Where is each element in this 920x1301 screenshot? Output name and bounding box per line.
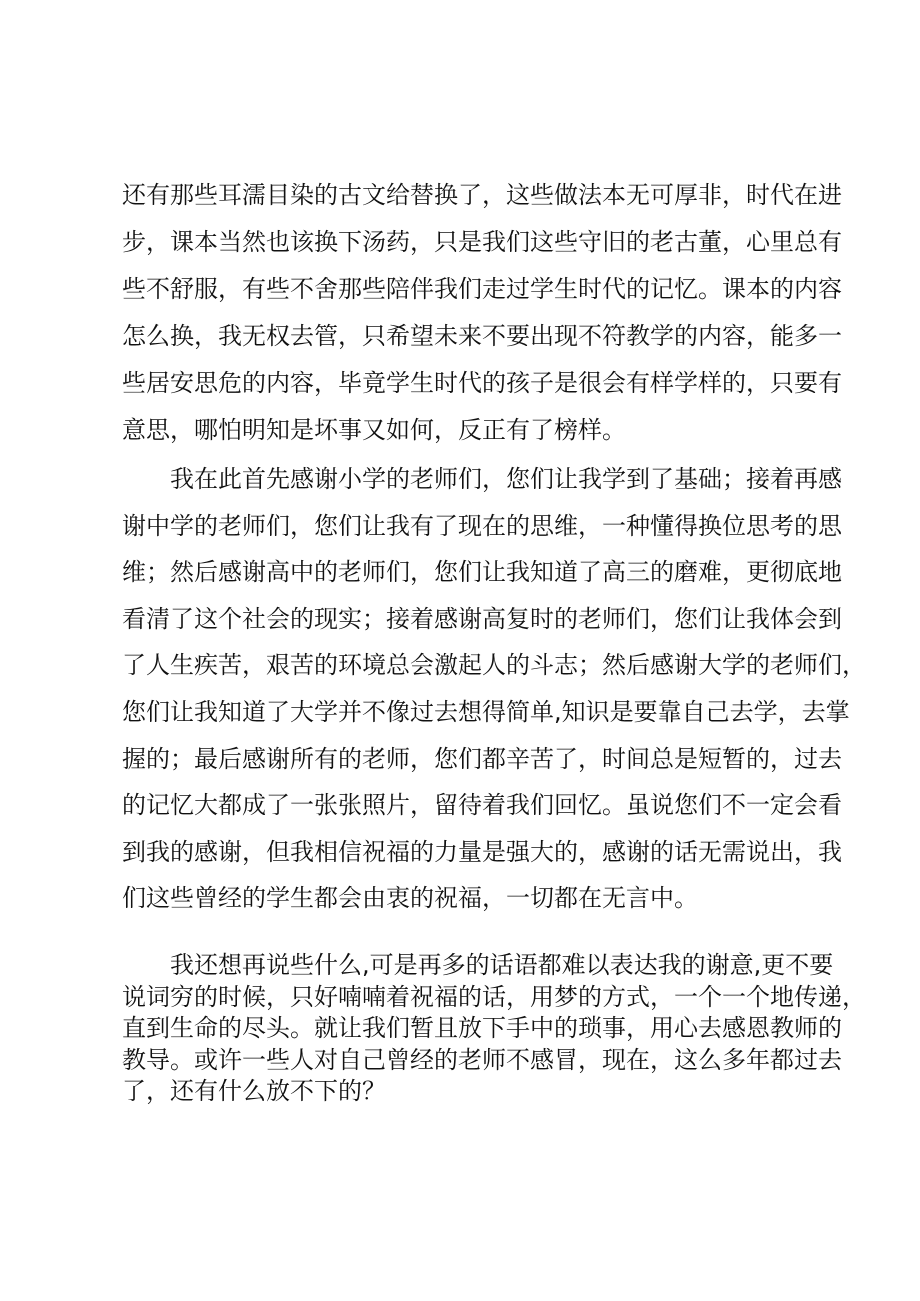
text-line: 们这些曾经的学生都会由衷的祝福，一切都在无言中。 <box>122 884 698 913</box>
text-line: 些不舒服，有些不舍那些陪伴我们走过学生时代的记忆。课本的内容 <box>122 275 842 303</box>
text-line: 了，还有什么放不下的？ <box>122 1077 386 1105</box>
text-line: 谢中学的老师们，您们让我有了现在的思维，一种懂得换位思考的思 <box>122 511 842 540</box>
text-line: 些居安思危的内容，毕竟学生时代的孩子是很会有样学样的，只要有 <box>122 369 842 397</box>
text-line: 握的；最后感谢所有的老师，您们都辛苦了，时间总是短暂的，过去 <box>122 744 842 773</box>
text-line: 您们让我知道了大学并不像过去想得简单,知识是要靠自己去学，去掌 <box>122 697 850 726</box>
text-line: 还有那些耳濡目染的古文给替换了，这些做法本无可厚非，时代在进 <box>122 181 842 209</box>
text-line: 的记忆大都成了一张张照片，留待着我们回忆。虽说您们不一定会看 <box>122 791 842 820</box>
paragraph-1 <box>122 172 842 454</box>
text-line: 步，课本当然也该换下汤药，只是我们这些守旧的老古董，心里总有 <box>122 228 842 256</box>
text-line: 我在此首先感谢小学的老师们，您们让我学到了基础；接着再感 <box>122 465 842 493</box>
text-line: 我还想再说些什么,可是再多的话语都难以表达我的谢意,更不要 <box>122 951 834 979</box>
text-line: 意思，哪怕明知是坏事又如何，反正有了榜样。 <box>122 416 626 444</box>
paragraph-2 <box>122 456 866 922</box>
text-line: 说词穷的时候，只好喃喃着祝福的话，用梦的方式，一个一个地传递， <box>122 982 866 1011</box>
text-line: 直到生命的尽头。就让我们暂且放下手中的琐事，用心去感恩教师的 <box>122 1014 842 1042</box>
text-line: 看清了这个社会的现实；接着感谢高复时的老师们，您们让我体会到 <box>122 604 842 633</box>
text-line: 教导。或许一些人对自己曾经的老师不感冒，现在，这么多年都过去 <box>122 1045 842 1074</box>
text-line: 维；然后感谢高中的老师们，您们让我知道了高三的磨难，更彻底地 <box>122 558 842 587</box>
paragraph-3 <box>122 950 866 1108</box>
text-line: 怎么换，我无权去管，只希望未来不要出现不符教学的内容，能多一 <box>122 322 842 350</box>
text-line: 到我的感谢，但我相信祝福的力量是强大的，感谢的话无需说出，我 <box>122 837 842 866</box>
text-line: 了人生疾苦，艰苦的环境总会激起人的斗志；然后感谢大学的老师们， <box>122 651 866 680</box>
